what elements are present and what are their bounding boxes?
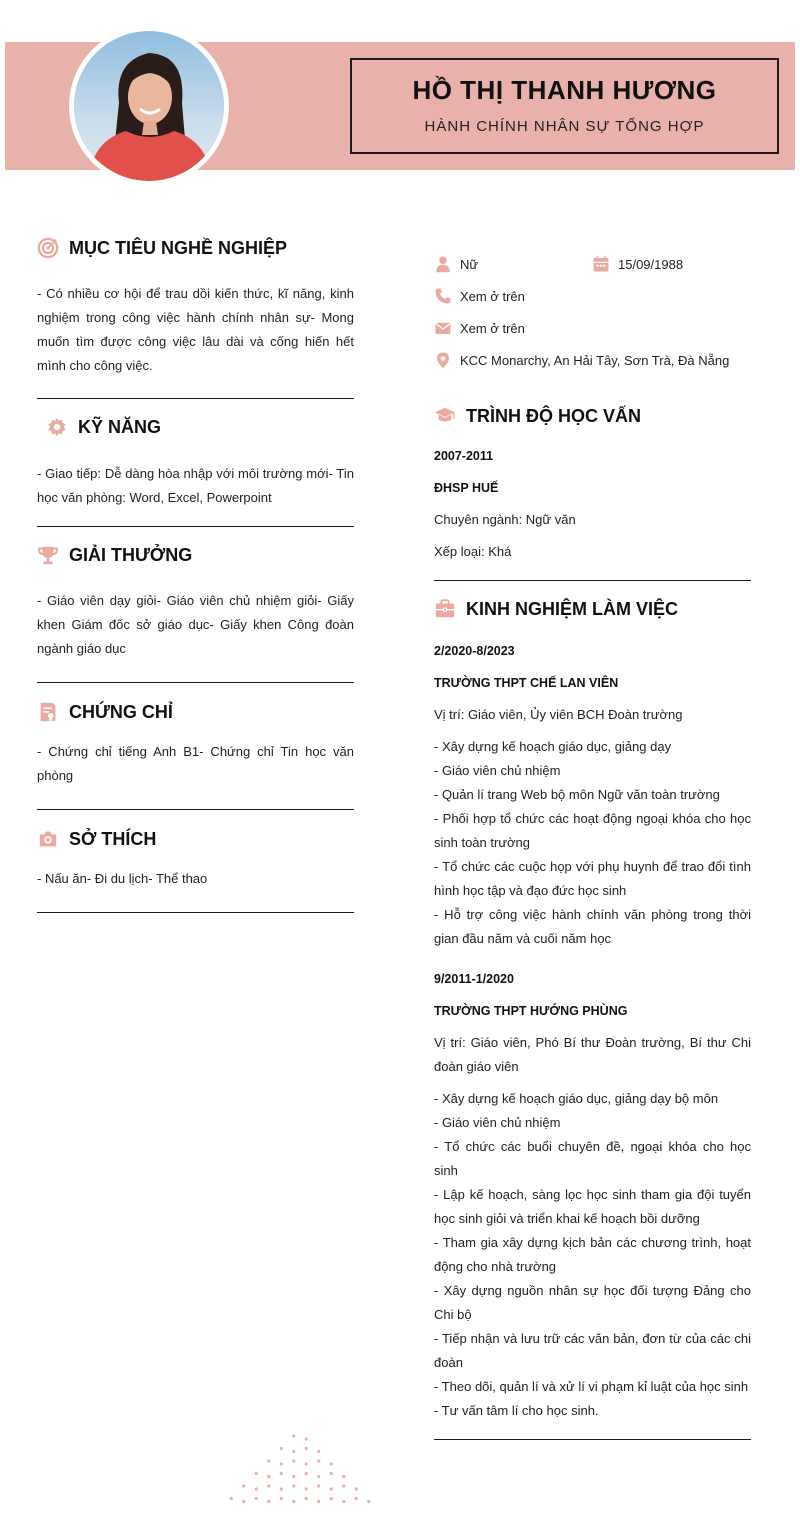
left-column [37,232,354,913]
hobbies-title: SỞ THÍCH [69,828,157,849]
hobbies-heading [37,823,354,855]
skills-title: KỸ NĂNG [78,416,162,437]
mail-icon [434,319,452,337]
email-value: Xem ở trên [460,320,525,336]
gender-item [434,255,592,273]
birthday-value: 15/09/1988 [618,256,684,272]
duty-item: - Giáo viên chủ nhiệm [434,1115,561,1130]
duty-item: - Hỗ trợ công việc hành chính văn phòng trong thời gian đầu năm và cuối năm học [434,907,751,946]
dot [230,1497,233,1500]
dot [267,1500,270,1503]
objective-text: - Có nhiều cơ hội để trau dồi kiến thức, kĩ năng, kinh nghiệm trong công việc hành chính nhân sự- Mong muốn tìm được công việc lâu dài và cống hiến hết mình cho công việc. [37,286,354,373]
dot [317,1475,320,1478]
camera-icon [37,828,59,850]
dot [330,1487,333,1490]
objective-title: MỤC TIÊU NGHỀ NGHIỆP [69,237,288,258]
briefcase-icon [434,598,456,620]
calendar-icon [592,255,610,273]
phone-value: Xem ở trên [460,288,525,304]
duty-item: - Tư vấn tâm lí cho học sinh. [434,1403,599,1418]
location-pin-icon [434,351,452,369]
duty-item: - Xây dựng kế hoạch giáo dục, giảng dạy bộ môn [434,1091,719,1106]
job-entry [434,963,751,1423]
dot [280,1487,283,1490]
dot [317,1459,320,1462]
dot [355,1497,358,1500]
dot [292,1500,295,1503]
dot [367,1500,370,1503]
job-position: Vị trí: Giáo viên, Ủy viên BCH Đoàn trường [434,707,683,722]
divider [37,912,354,913]
dot [292,1459,295,1462]
education-period: 2007-2011 [434,449,494,463]
dot [342,1500,345,1503]
education-title: TRÌNH ĐỘ HỌC VẤN [466,405,641,426]
certificates-heading [37,696,354,728]
dot [330,1462,333,1465]
dot [255,1472,258,1475]
divider [434,580,751,581]
dot [330,1497,333,1500]
dot [280,1462,283,1465]
job-company: TRƯỜNG THPT HƯỚNG PHÙNG [434,1004,628,1018]
dot [255,1497,258,1500]
target-icon [37,237,59,259]
dot [292,1484,295,1487]
hobbies-text: - Nấu ăn- Đi du lịch- Thể thao [37,871,208,886]
duty-item: - Quản lí trang Web bộ môn Ngữ văn toàn trường [434,787,720,802]
divider [37,398,354,399]
dot [280,1472,283,1475]
dot [280,1497,283,1500]
gender-value: Nữ [460,256,479,272]
dot [255,1487,258,1490]
dot [342,1484,345,1487]
gender-birthday-row [434,248,751,280]
objective-heading [37,232,354,264]
awards-text: - Giáo viên dạy giỏi- Giáo viên chủ nhiệm giỏi- Giấy khen Giám đốc sở giáo dục- Giấy khen Công đoàn ngành giáo dục [37,593,354,656]
divider [434,1439,751,1440]
profile-photo [74,31,224,181]
person-icon [434,255,452,273]
divider [37,809,354,810]
duty-item: - Xây dựng nguồn nhân sự học đối tượng Đảng cho Chi bộ [434,1283,751,1322]
address-row [434,344,751,376]
job-title: HÀNH CHÍNH NHÂN SỰ TỔNG HỢP [424,118,705,135]
job-entry [434,635,751,951]
trophy-icon [37,544,59,566]
certificate-icon [37,701,59,723]
dot [267,1475,270,1478]
education-grade: Xếp loại: Khá [434,544,512,559]
duty-item: - Phối hợp tổ chức các hoạt động ngoại khóa cho học sinh toàn trường [434,811,751,850]
graduation-cap-icon [434,405,456,427]
duty-item: - Tham gia xây dựng kịch bản các chương trình, hoạt động cho nhà trường [434,1235,751,1274]
dot [305,1497,308,1500]
job-duties [434,1087,751,1423]
right-column [434,248,751,1440]
job-period: 9/2011-1/2020 [434,972,514,986]
job-position: Vị trí: Giáo viên, Phó Bí thư Đoàn trường, Bí thư Chi đoàn giáo viên [434,1035,751,1074]
birthday-item [592,255,750,273]
job-duties [434,735,751,951]
dot [342,1475,345,1478]
name-box [350,58,779,154]
dot [317,1484,320,1487]
dot [305,1472,308,1475]
certificates-text: - Chứng chỉ tiếng Anh B1- Chứng chỉ Tin học văn phòng [37,744,354,783]
duty-item: - Xây dựng kế hoạch giáo dục, giảng dạy [434,739,672,754]
email-row [434,312,751,344]
dot [292,1475,295,1478]
dot [267,1484,270,1487]
dot [330,1472,333,1475]
dot [305,1487,308,1490]
education-major: Chuyên ngành: Ngữ văn [434,512,576,527]
gear-icon [46,416,68,438]
decorative-dots [205,1430,395,1516]
experience-heading [434,593,751,625]
dot [305,1437,308,1440]
job-company: TRƯỜNG THPT CHẾ LAN VIÊN [434,676,619,690]
dot [305,1462,308,1465]
duty-item: - Tổ chức các cuộc họp với phụ huynh để trao đổi tình hình học tập và đạo đức học sinh [434,859,751,898]
awards-title: GIẢI THƯỞNG [69,544,193,565]
duty-item: - Tổ chức các buổi chuyên đề, ngoại khóa cho học sinh [434,1139,751,1178]
education-heading [434,400,751,432]
skills-text: - Giao tiếp: Dễ dàng hòa nhập với môi trường mới- Tin học văn phòng: Word, Excel, Powerpoint [37,466,354,505]
experience-title: KINH NGHIỆM LÀM VIỆC [466,598,679,619]
full-name: HỒ THỊ THANH HƯƠNG [412,75,717,105]
duty-item: - Giáo viên chủ nhiệm [434,763,561,778]
dot [292,1450,295,1453]
dot [292,1434,295,1437]
duty-item: - Tiếp nhận và lưu trữ các văn bản, đơn từ của các chi đoàn [434,1331,751,1370]
awards-heading [37,539,354,571]
dot [280,1447,283,1450]
divider [37,682,354,683]
skills-heading [37,411,354,443]
divider [37,526,354,527]
dot [267,1459,270,1462]
dot [317,1450,320,1453]
address-value: KCC Monarchy, An Hải Tây, Sơn Trà, Đà Nẵng [460,352,730,368]
phone-icon [434,287,452,305]
dot [355,1487,358,1490]
certificates-title: CHỨNG CHỈ [69,701,173,722]
education-school: ĐHSP HUẾ [434,481,499,495]
dot [317,1500,320,1503]
job-period: 2/2020-8/2023 [434,644,515,658]
avatar [69,26,229,186]
duty-item: - Lập kế hoạch, sàng lọc học sinh tham gia đội tuyển học sinh giỏi và triển khai kế hoạch bồi dưỡng [434,1187,751,1226]
duty-item: - Theo dõi, quản lí và xử lí vi phạm kỉ luật của học sinh [434,1379,749,1394]
dot [242,1484,245,1487]
phone-row [434,280,751,312]
dot [242,1500,245,1503]
dot [305,1447,308,1450]
